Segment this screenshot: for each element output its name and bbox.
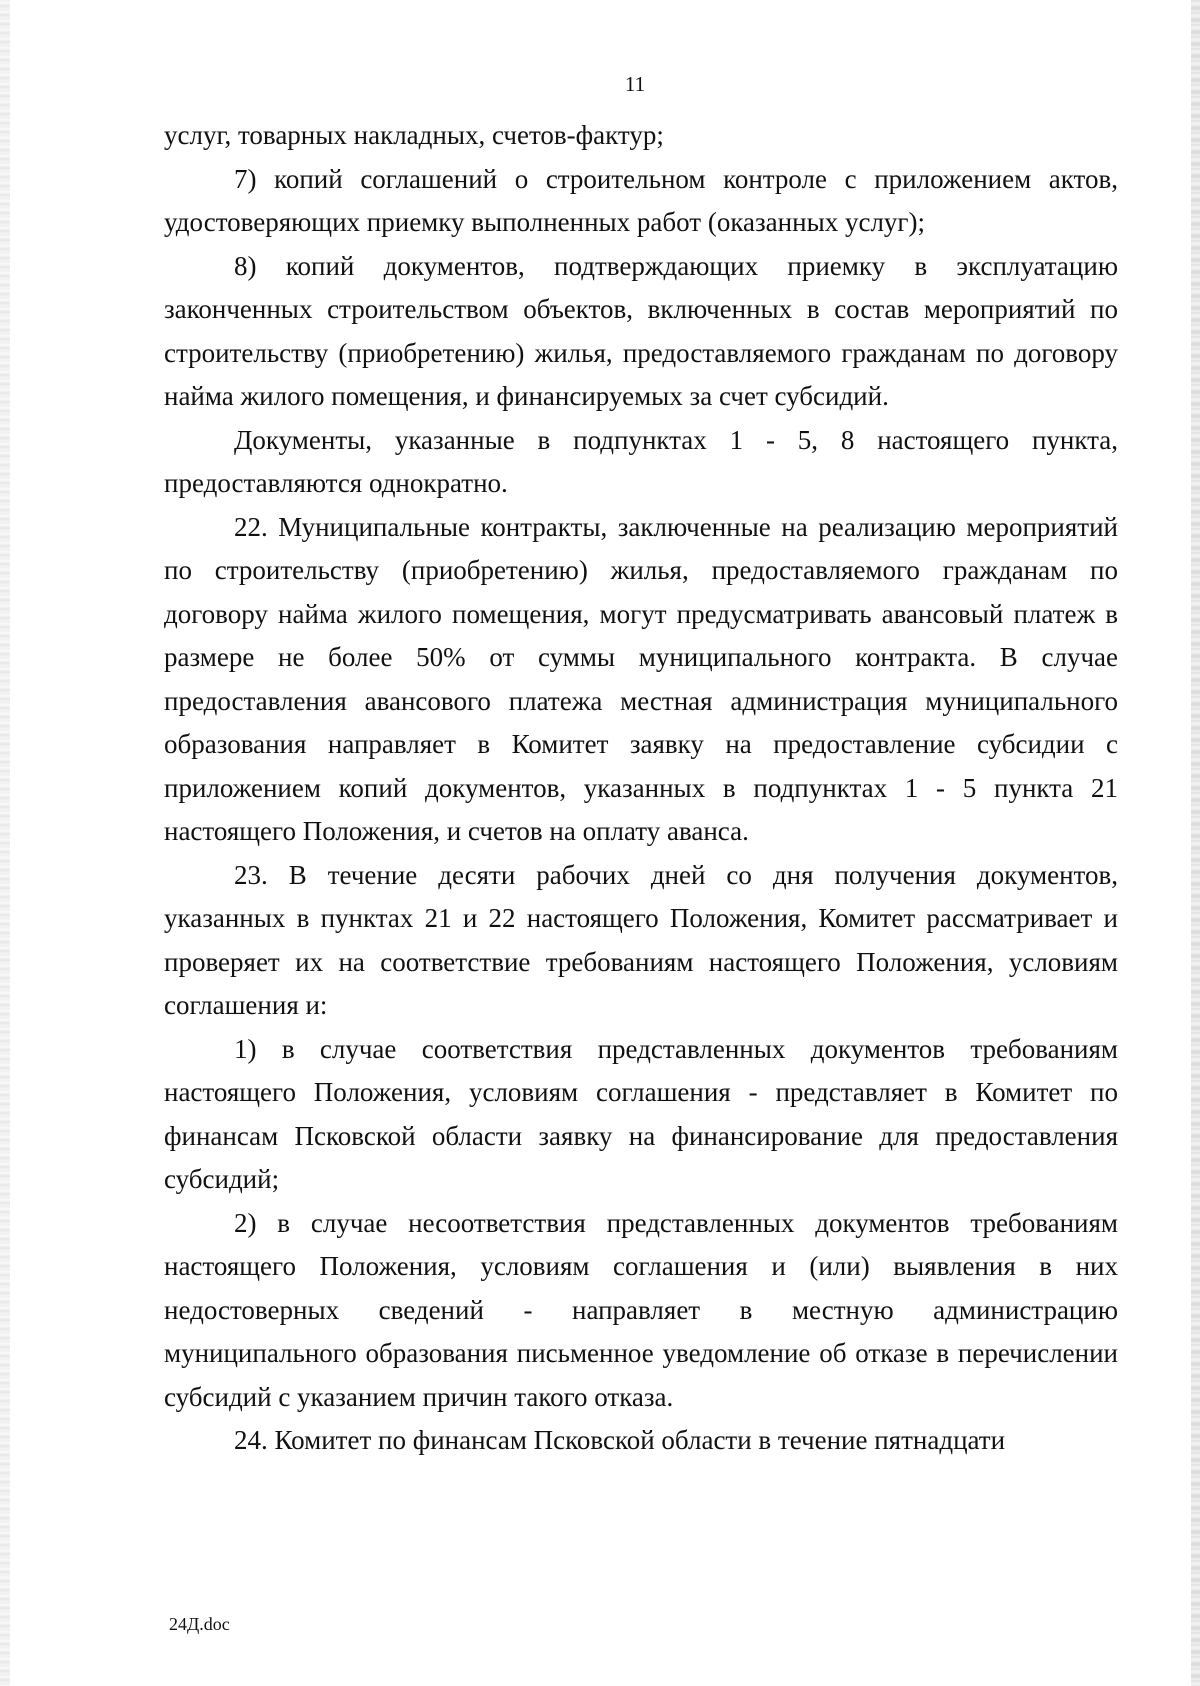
paragraph-clause-22: 22. Муниципальные контракты, заключенные на реализацию мероприятий по строительству (приобретению) жилья, предоставляемого гражданам по договору найма жилого помещения, могут предусматривать авансовый платеж в размере не более 50% от суммы муниципального контракта. В случае предоставления авансового платежа местная администрация муниципального образования направляет в Комитет заявку на предоставление субсидии с приложением копий документов, указанных в подпунктах 1 - 5 пункта 21 настоящего Положения, и счетов на оплату аванса. (164, 511, 1118, 846)
paragraph-clause-23-item-1: 1) в случае соответствия представленных документов требованиям настоящего Положения, условиям соглашения - представляет в Комитет по финансам Псковской области заявку на финансирование для предоставления субсидий; (164, 1033, 1118, 1194)
paragraph-item-7: 7) копий соглашений о строительном контроле с приложением актов, удостоверяющих приемку выполненных работ (оказанных услуг); (164, 163, 1118, 237)
paragraph-documents-once: Документы, указанные в подпунктах 1 - 5, 8 настоящего пункта, предоставляются однократно. (164, 424, 1118, 498)
paragraph-clause-23: 23. В течение десяти рабочих дней со дня получения документов, указанных в пунктах 21 и 22 настоящего Положения, Комитет рассматривает и проверяет их на соответствие требованиям настоящего Положения, условиям соглашения и: (164, 859, 1118, 1020)
scan-edge-right (1191, 0, 1200, 1686)
file-name-footer: 24Д.doc (169, 1614, 230, 1634)
scan-edge-left (0, 0, 10, 1686)
paragraph-clause-23-item-2: 2) в случае несоответствия представленных документов требованиям настоящего Положения, условиям соглашения и (или) выявления в них недостоверных сведений - направляет в местную администрацию муниципального образования письменное уведомление об отказе в перечислении субсидий с указанием причин такого отказа. (164, 1207, 1118, 1412)
paragraph-item-8: 8) копий документов, подтверждающих приемку в эксплуатацию законченных строительством объектов, включенных в состав мероприятий по строительству (приобретению) жилья, предоставляемого гражданам по договору найма жилого помещения, и финансируемых за счет субсидий. (164, 250, 1118, 411)
paragraph-continuation: услуг, товарных накладных, счетов-фактур; (164, 120, 664, 150)
paragraph-clause-24: 24. Комитет по финансам Псковской области в течение пятнадцати (234, 1425, 1006, 1455)
page-number: 11 (624, 72, 646, 96)
document-body (164, 114, 1118, 1463)
